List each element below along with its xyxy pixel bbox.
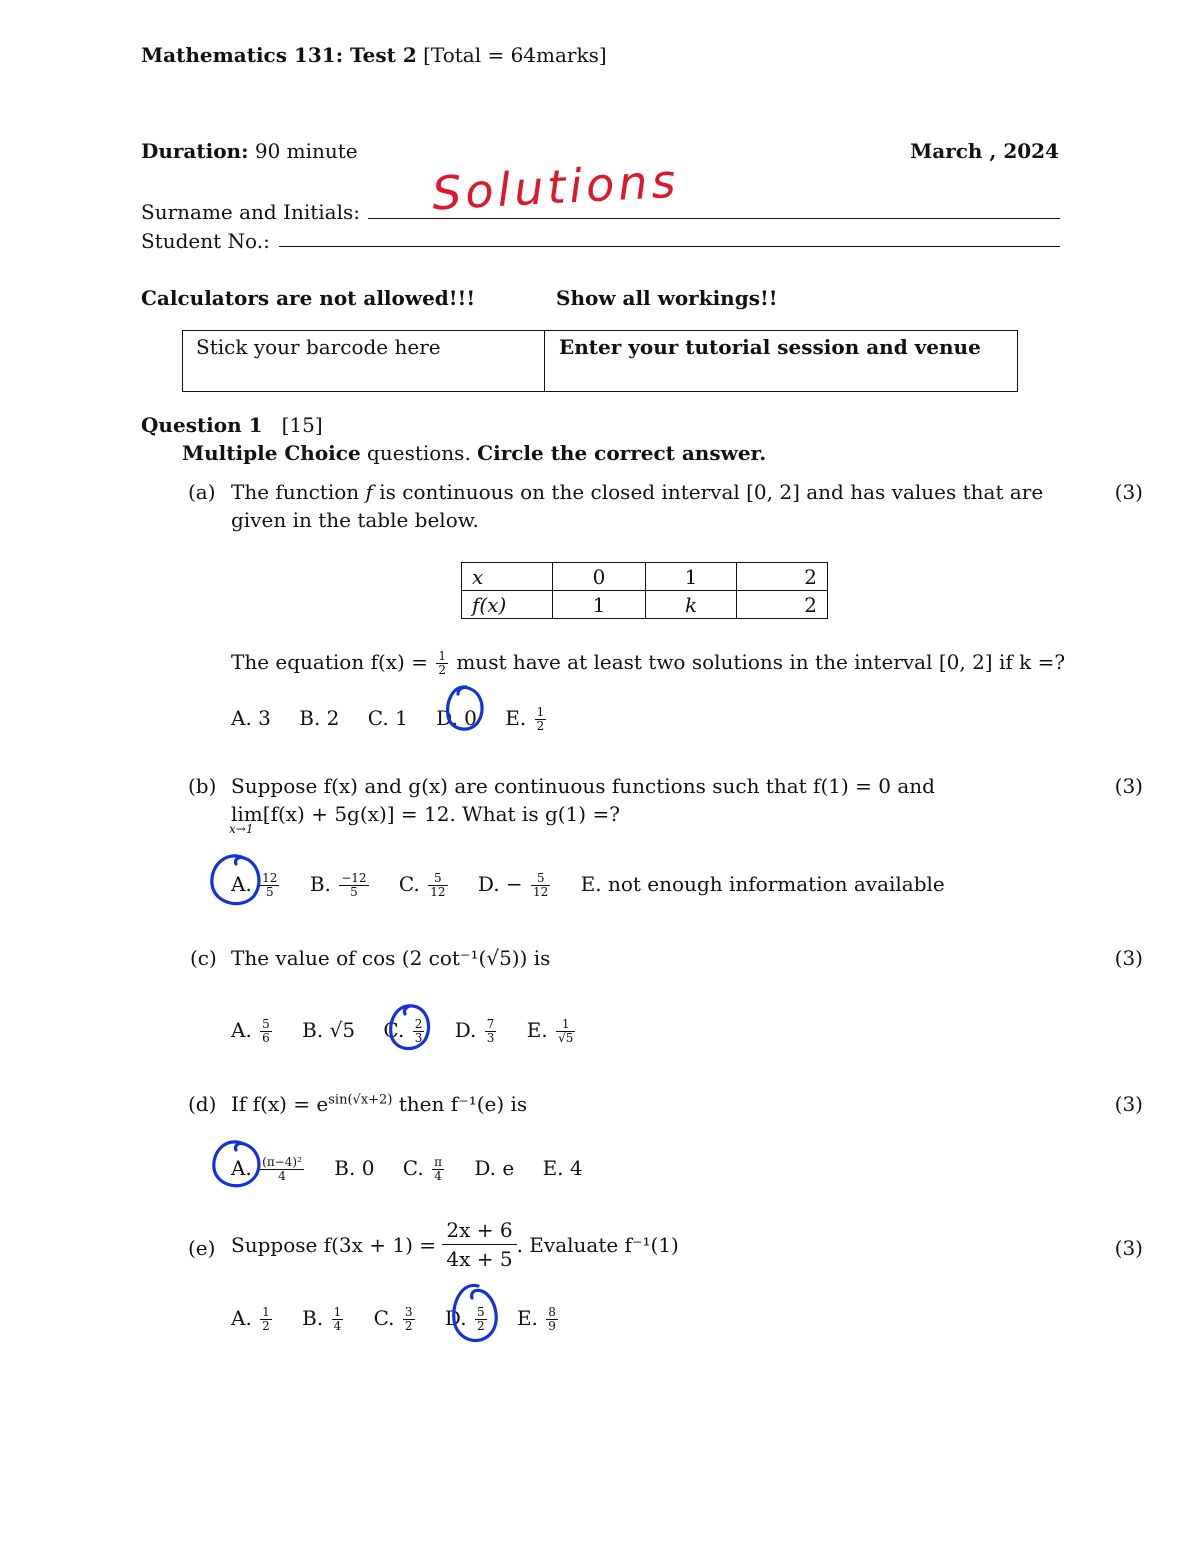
table-cell: x [472,564,484,589]
table-cell: 1 [646,563,737,591]
option-e[interactable] [517,1306,560,1333]
frac-num: 2x + 6 [442,1216,516,1245]
fraction [432,1156,444,1183]
item-e-options [231,1306,582,1333]
option-label: D. [444,1306,467,1330]
frac-den: 9 [548,1319,556,1333]
fraction [403,1306,415,1333]
limit [229,802,263,836]
item-d-text1: If f(x) = e [231,1092,329,1116]
duration [141,139,358,163]
frac-num: 5 [262,1017,270,1031]
table-cell: 2 [737,591,828,619]
option-d[interactable] [478,872,552,899]
option-e[interactable]: E. 4 [542,1156,583,1180]
option-b[interactable]: B. √5 [302,1018,356,1042]
frac-den: 6 [262,1031,270,1045]
option-a[interactable] [231,1306,274,1333]
frac-den: 5 [265,885,274,899]
item-a-options [231,706,570,733]
item-d-text2: then f⁻¹(e) is [398,1092,528,1116]
answer-circle-d [210,1138,262,1194]
item-e-fraction [442,1216,516,1273]
frac-den: 2 [536,719,545,733]
item-a-marks: (3) [1114,480,1143,504]
fraction [531,872,550,899]
frac-den: 12 [430,885,446,899]
item-e-text [231,1216,679,1276]
option-e[interactable]: E. not enough information available [580,872,945,896]
workings-notice: Show all workings!! [556,286,778,310]
item-b-options [231,872,967,899]
option-label: C. [402,1156,424,1180]
test-date: March , 2024 [910,139,1059,163]
item-d-exponent: sin(√x+2) [328,1092,393,1108]
frac-den: 4 [434,1169,442,1183]
item-a-line1 [231,480,1043,504]
frac-den: 2 [262,1319,270,1333]
option-label: B. [302,1306,324,1330]
option-b[interactable] [302,1306,345,1333]
item-c-tag: (c) [190,946,217,970]
info-box-divider [544,330,545,392]
option-label: A. [231,872,252,896]
table-cell: f(x) [472,592,507,617]
option-e[interactable] [527,1018,578,1045]
duration-value: 90 minute [254,139,358,163]
item-c-text [231,946,550,970]
item-a-var: f [365,480,373,504]
frac-den: 3 [414,1031,423,1045]
frac-num: 3 [404,1305,413,1319]
fraction [260,872,279,899]
frac-den: 5 [350,885,358,899]
answer-circle-a [444,684,486,734]
frac-num: 1 [438,649,446,663]
fraction [546,1306,558,1333]
frac-num: (π−4)² [262,1155,302,1169]
table-row [462,591,828,619]
question-label: Question 1 [141,413,263,437]
table-cell: 2 [737,563,828,591]
surname-label: Surname and Initials: [141,200,361,224]
frac-den: 2 [438,663,446,677]
item-a-equation [231,650,1065,677]
item-d-tag: (d) [188,1092,217,1116]
instruction-circle: Circle the correct answer. [477,441,767,465]
barcode-box-label: Stick your barcode here [196,335,441,359]
question-marks: [15] [281,413,323,437]
frac-den: 3 [486,1031,495,1045]
frac-num: 8 [548,1305,556,1319]
fraction [332,1306,344,1333]
item-b-marks: (3) [1114,774,1143,798]
option-label: D. [454,1018,477,1042]
calculators-notice: Calculators are not allowed!!! [141,286,476,310]
limit-text: lim [231,802,263,826]
option-b[interactable]: B. 0 [334,1156,375,1180]
answer-circle-b [208,852,262,912]
frac-den: 4 [333,1319,342,1333]
item-e-tag: (e) [188,1236,216,1260]
option-label: E. [526,1018,548,1042]
option-e[interactable] [505,706,548,733]
item-c-end: is [533,946,551,970]
frac-num: 1 [262,1305,270,1319]
handwritten-solutions: Solutions [430,153,681,221]
test-title [141,43,607,67]
table-row [462,563,828,591]
frac-num: 1 [333,1305,342,1319]
frac-num: 12 [262,871,278,885]
duration-label: Duration: [141,139,249,163]
item-e-marks: (3) [1114,1236,1143,1260]
item-a-text1: The function [231,480,360,504]
fraction [535,706,547,733]
option-c[interactable] [374,1306,417,1333]
table-cell: k [684,592,698,617]
question-instruction [182,441,766,465]
option-c[interactable] [399,872,450,899]
option-label: A. [231,1306,252,1330]
item-c-marks: (3) [1114,946,1143,970]
frac-num: π [434,1155,442,1169]
frac-den: 2 [404,1319,413,1333]
item-a-tag: (a) [188,480,216,504]
total-marks: [Total = 64marks] [423,43,607,67]
option-d[interactable] [455,1018,499,1045]
frac-den: 4x + 5 [446,1247,513,1271]
option-label: A. [231,1156,252,1180]
item-a-line2: given in the table below. [231,508,479,532]
frac-den: 4 [278,1169,286,1183]
limit-sub: x→1 [229,822,254,836]
student-no-label: Student No.: [141,229,270,253]
fraction [260,1018,272,1045]
item-b-line2 [229,802,620,836]
option-c[interactable] [403,1156,446,1183]
item-b-tag: (b) [188,774,217,798]
item-d-marks: (3) [1114,1092,1143,1116]
frac-num: 5 [531,872,550,886]
frac-den: 2 [476,1319,485,1333]
student-no-field[interactable] [279,246,1060,247]
frac-num: 7 [486,1017,495,1031]
option-label: C. [383,1018,405,1042]
item-b-line2-text: [f(x) + 5g(x)] = 12. What is g(1) =? [262,802,620,826]
frac-den: 12 [533,885,549,899]
item-b-line1: Suppose f(x) and g(x) are continuous functions such that f(1) = 0 and [231,774,935,798]
item-a-eq-prefix: The equation f(x) = [231,650,428,674]
frac-den: √5 [558,1031,574,1045]
option-label: C. [373,1306,395,1330]
frac-num: 5 [476,1305,485,1319]
instruction-bold: Multiple Choice [182,441,361,465]
option-d[interactable]: D. 0 [436,706,477,730]
option-b[interactable]: B. 2 [299,706,340,730]
fraction [485,1018,497,1045]
option-label: E. [516,1306,538,1330]
item-d-options [231,1156,605,1183]
option-label: A. [231,1018,252,1042]
option-a[interactable] [231,1018,274,1045]
question-heading [141,413,323,437]
item-c-arg: (2 cot⁻¹(√5)) [401,946,528,970]
option-a[interactable]: A. 3 [231,706,271,730]
frac-num: 5 [428,872,447,886]
option-label: D. − [477,872,523,896]
item-e-text2: . Evaluate f⁻¹(1) [516,1232,679,1257]
item-a-eq-suffix: must have at least two solutions in the interval [0, 2] if k =? [456,650,1066,674]
option-label: C. [398,872,420,896]
course-title: Mathematics 131: Test 2 [141,43,417,67]
item-d-text [231,1092,527,1116]
fraction [428,872,447,899]
answer-circle-c [387,1002,433,1054]
frac-num: −12 [341,871,367,885]
item-c-lead: The value of cos [231,946,396,970]
frac-num: 2 [414,1017,423,1031]
table-cell: 0 [553,563,646,591]
fraction [436,650,448,677]
fraction [260,1306,272,1333]
tutorial-box-label: Enter your tutorial session and venue [559,335,981,359]
item-a-text2: is continuous on the closed interval [0, 2] and has values that are [379,480,1044,504]
fraction [556,1018,575,1045]
option-d[interactable]: D. e [474,1156,515,1180]
answer-circle-e [448,1282,500,1348]
option-c[interactable]: C. 1 [367,706,408,730]
option-label: B. [309,872,331,896]
fraction [260,1156,304,1183]
table-cell: 1 [553,591,646,619]
frac-num: 1 [556,1018,575,1032]
instruction-text: questions. [367,441,471,465]
option-e-label: E. [505,706,527,730]
option-b[interactable] [310,872,371,899]
fraction [339,872,368,899]
surname-field[interactable] [368,218,1060,219]
item-e-text1: Suppose f(3x + 1) = [231,1232,437,1257]
frac-num: 1 [536,705,545,719]
values-table [461,562,828,619]
